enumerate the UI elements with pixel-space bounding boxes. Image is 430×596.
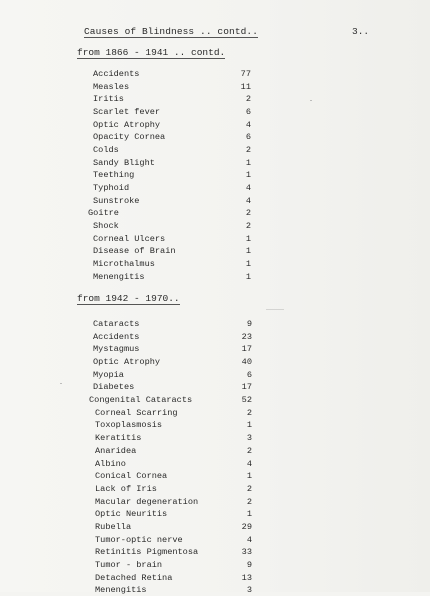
case-count: 1 [245, 234, 251, 244]
case-count: 11 [240, 82, 251, 92]
cause-name: Shock [93, 221, 119, 231]
cause-name: Albino [95, 459, 126, 469]
table-row [0, 432, 430, 444]
table-row [0, 331, 430, 343]
case-count: 4 [245, 120, 251, 130]
table-row [0, 407, 430, 419]
cause-name: Disease of Brain [93, 246, 176, 256]
table-row [0, 68, 430, 80]
section-heading-1866-1941: from 1866 - 1941 .. contd. [77, 47, 226, 58]
paper-speck [310, 100, 312, 101]
cause-name: Tumor-optic nerve [95, 535, 183, 545]
case-count: 4 [245, 196, 251, 206]
case-count: 6 [245, 132, 251, 142]
table-row [0, 584, 430, 596]
cause-name: Typhoid [93, 183, 130, 193]
table-row [0, 534, 430, 546]
cause-name: Conical Cornea [95, 471, 168, 481]
table-row [0, 207, 430, 219]
table-row [0, 318, 430, 330]
table-row [0, 144, 430, 156]
page-number: 3.. [352, 26, 370, 37]
table-row [0, 81, 430, 93]
table-row [0, 470, 430, 482]
case-count: 17 [241, 382, 252, 392]
case-count: 1 [246, 471, 252, 481]
paper-speck [266, 309, 284, 310]
cause-name: Sunstroke [93, 196, 140, 206]
cause-name: Corneal Ulcers [93, 234, 166, 244]
case-count: 2 [246, 497, 252, 507]
cause-name: Macular degeneration [95, 497, 199, 507]
cause-name: Diabetes [93, 382, 135, 392]
table-row [0, 195, 430, 207]
cause-name: Measles [93, 82, 130, 92]
case-count: 33 [241, 547, 252, 557]
cause-name: Menengitis [95, 585, 147, 595]
cause-name: Myopia [93, 370, 124, 380]
cause-name: Mystagmus [93, 344, 140, 354]
table-row [0, 245, 430, 257]
table-row [0, 106, 430, 118]
table-row [0, 169, 430, 181]
table-row [0, 258, 430, 270]
case-count: 29 [241, 522, 252, 532]
cause-name: Tumor - brain [95, 560, 163, 570]
case-count: 9 [246, 319, 252, 329]
table-row [0, 508, 430, 520]
case-count: 1 [245, 246, 251, 256]
table-row [0, 93, 430, 105]
document-title: Causes of Blindness .. contd.. [84, 26, 259, 37]
case-count: 1 [245, 272, 251, 282]
cause-name: Scarlet fever [93, 107, 161, 117]
table-row [0, 381, 430, 393]
cause-name: Opacity Cornea [93, 132, 166, 142]
cause-name: Rubella [95, 522, 132, 532]
case-count: 2 [245, 145, 251, 155]
table-row [0, 233, 430, 245]
cause-name: Keratitis [95, 433, 142, 443]
case-count: 6 [245, 107, 251, 117]
case-count: 4 [245, 183, 251, 193]
case-count: 4 [246, 535, 252, 545]
table-row [0, 182, 430, 194]
case-count: 2 [246, 408, 252, 418]
cause-name: Corneal Scarring [95, 408, 178, 418]
table-row [0, 119, 430, 131]
case-count: 23 [241, 332, 252, 342]
cause-name: Congenital Cataracts [89, 395, 193, 405]
table-row [0, 220, 430, 232]
case-count: 9 [246, 560, 252, 570]
case-count: 3 [246, 585, 252, 595]
case-count: 6 [246, 370, 252, 380]
cause-name: Microthalmus [93, 259, 155, 269]
case-count: 13 [241, 573, 252, 583]
table-row [0, 445, 430, 457]
case-count: 52 [241, 395, 252, 405]
table-row [0, 343, 430, 355]
table-row [0, 394, 430, 406]
table-row [0, 419, 430, 431]
table-row [0, 496, 430, 508]
case-count: 3 [246, 433, 252, 443]
case-count: 77 [240, 69, 251, 79]
cause-name: Iritis [93, 94, 124, 104]
cause-name: Optic Atrophy [93, 357, 161, 367]
case-count: 2 [246, 484, 252, 494]
section-heading-1942-1970: from 1942 - 1970.. [77, 293, 180, 304]
cause-name: Optic Neuritis [95, 509, 168, 519]
cause-name: Toxoplasmosis [95, 420, 163, 430]
cause-name: Anaridea [95, 446, 137, 456]
case-count: 1 [245, 158, 251, 168]
table-row [0, 157, 430, 169]
case-count: 1 [245, 259, 251, 269]
table-row [0, 458, 430, 470]
cause-name: Sandy Blight [93, 158, 155, 168]
cause-name: Accidents [93, 69, 140, 79]
case-count: 1 [245, 170, 251, 180]
table-row [0, 271, 430, 283]
cause-name: Accidents [93, 332, 140, 342]
case-count: 2 [245, 208, 251, 218]
table-row [0, 483, 430, 495]
cause-name: Teething [93, 170, 135, 180]
cause-name: Optic Atrophy [93, 120, 161, 130]
cause-name: Goitre [88, 208, 119, 218]
table-row [0, 131, 430, 143]
paper-speck [60, 383, 62, 384]
case-count: 2 [246, 446, 252, 456]
cause-name: Lack of Iris [95, 484, 157, 494]
case-count: 4 [246, 459, 252, 469]
cause-name: Detached Retina [95, 573, 173, 583]
case-count: 1 [246, 509, 252, 519]
table-row [0, 521, 430, 533]
cause-name: Cataracts [93, 319, 140, 329]
cause-name: Colds [93, 145, 119, 155]
table-row [0, 369, 430, 381]
table-row [0, 356, 430, 368]
case-count: 40 [241, 357, 252, 367]
case-count: 17 [241, 344, 252, 354]
table-row [0, 546, 430, 558]
cause-name: Menengitis [93, 272, 145, 282]
table-row [0, 559, 430, 571]
table-row [0, 572, 430, 584]
case-count: 1 [246, 420, 252, 430]
cause-name: Retinitis Pigmentosa [95, 547, 199, 557]
case-count: 2 [245, 94, 251, 104]
case-count: 2 [245, 221, 251, 231]
